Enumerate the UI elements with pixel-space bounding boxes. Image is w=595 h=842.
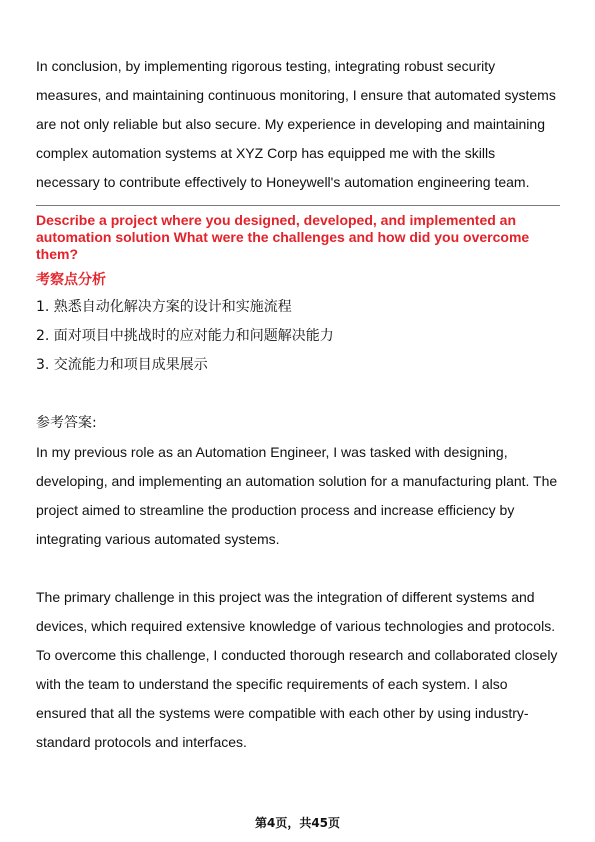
answer-paragraph-1: In my previous role as an Automation Engineer, I was tasked with designing, developing, and implementing an automation solution for a manufacturing plant. The project aimed to streamline the production process and increase efficiency by integrating various automated systems. [36,444,558,547]
analysis-point-1: 1. 熟悉自动化解决方案的设计和实施流程 [36,299,292,315]
conclusion-paragraph: In conclusion, by implementing rigorous testing, integrating robust security measures, and maintaining continuous monitoring, I ensure that automated systems are not only reliable but also secure. My experience in developing and maintaining complex automation systems at XYZ Corp has equipped me with the skills necessary to contribute effectively to Honeywell's automation engineering team. [36,58,556,190]
reference-answer-label: 参考答案: [36,415,97,431]
analysis-point-3: 3. 交流能力和项目成果展示 [36,357,208,373]
analysis-title: 考察点分析 [36,272,106,288]
answer-paragraph-2: The primary challenge in this project was the integration of different systems and devices, which required extensive knowledge of various technologies and protocols. To overcome this challenge, I conducted thorough research and collaborated closely with the team to understand the specific requirements of each system. I also ensured that all the systems were compatible with each other by using industry-standard protocols and interfaces. [36,589,558,750]
spacer [36,554,560,583]
spacer [36,380,560,409]
question-heading: Describe a project where you designed, developed, and implemented an automation solution What were the challenges and how did you overcome them? [36,212,530,262]
page-indicator: 第4页，共45页 [254,816,341,830]
document-page [36,52,560,757]
analysis-points [36,293,560,380]
section-divider [36,205,560,206]
analysis-point-2: 2. 面对项目中挑战时的应对能力和问题解决能力 [36,328,334,344]
